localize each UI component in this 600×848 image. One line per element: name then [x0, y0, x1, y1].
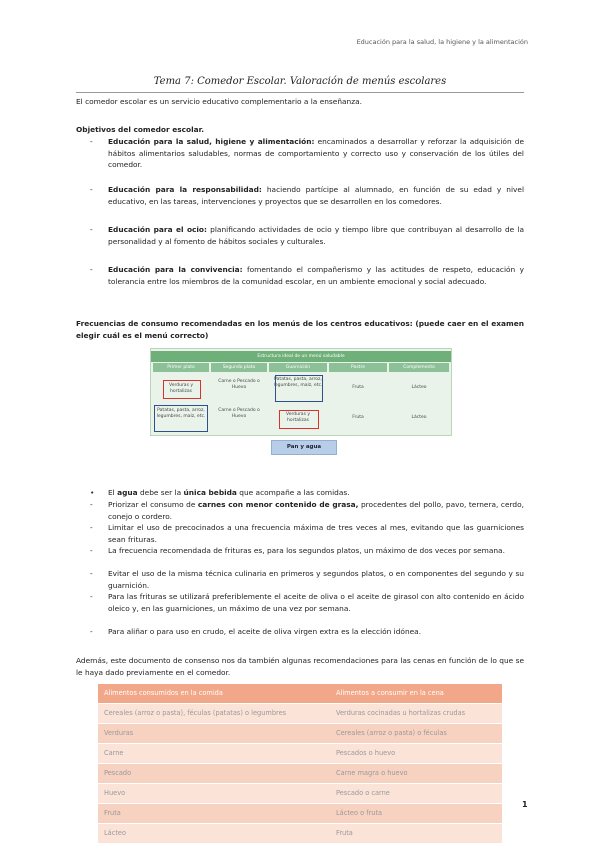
dinner-cell: Pescado: [104, 769, 132, 777]
dinner-cell: Huevo: [104, 789, 126, 797]
menu-structure-table: [150, 348, 452, 436]
blue-highlight-box: [275, 375, 323, 402]
bullet-dash: -: [90, 137, 93, 146]
objective-text: encaminados a desarrollar y reforzar la adquisición de hábitos alimentarios saludables, normas de comportamiento y correcto uso y conservación de los útiles del comedor.: [108, 137, 524, 169]
rule-item: La frecuencia recomendada de frituras es, para los segundos platos, un máximo de dos veces por semana.: [108, 546, 505, 555]
rule-item: Para las frituras se utilizará preferiblemente el aceite de oliva o el aceite de girasol con alto contenido en ácido oleico y, en las guarniciones, un máximo de una vez por semana.: [108, 592, 524, 613]
table-row: [98, 824, 502, 843]
objective-item: [108, 224, 524, 247]
dinner-cell: Lácteo o fruta: [336, 809, 383, 817]
running-header: Educación para la salud, la higiene y la alimentación: [356, 38, 528, 46]
objective-item: [108, 184, 524, 207]
dinner-cell: Lácteo: [104, 829, 127, 837]
menu-column-header: Guarnición: [269, 363, 327, 372]
menu-cell: Verduras y hortalizas: [168, 383, 194, 394]
menu-column-header: Primer plato: [153, 363, 209, 372]
page-title: Tema 7: Comedor Escolar. Valoración de menús escolares: [153, 76, 447, 87]
page-number: 1: [522, 800, 528, 809]
title-divider: [76, 92, 524, 93]
bullet-dash: -: [90, 592, 93, 601]
objectives-heading: Objetivos del comedor escolar.: [76, 125, 205, 134]
menu-cell: Lácteo: [411, 385, 427, 390]
dinner-table-header: [98, 684, 502, 703]
bullet-dash: -: [90, 523, 93, 532]
menu-column-header: Complemento: [389, 363, 449, 372]
dinner-header-cell: Alimentos consumidos en la comida: [104, 689, 223, 697]
dinner-cell: Cereales (arroz o pasta) o féculas: [336, 729, 447, 737]
objective-item: [108, 136, 524, 171]
menu-column-header: Segundo plato: [211, 363, 267, 372]
rule-item: Limitar el uso de precocinados a una frecuencia máxima de tres veces al mes, evitando que las guarniciones sean frituras.: [108, 523, 524, 544]
dinner-cell: Carne: [104, 749, 124, 757]
menu-cell: Lácteo: [411, 415, 427, 420]
frequencies-heading: Frecuencias de consumo recomendadas en los menús de los centros educativos: (puede caer en el examen elegir cuál es el menú correcto): [76, 319, 524, 340]
menu-cell: Carne o Pescado o Huevo: [218, 408, 260, 419]
bullet-dash: -: [90, 185, 93, 194]
rule-bold: carnes con menor contenido de grasa,: [197, 500, 359, 509]
rule-item: [108, 499, 524, 522]
objective-text: haciendo partícipe al alumnado, en función de su edad y nivel educativo, en las tareas, intervenciones y proyectos que se desarrollen en los comedores.: [108, 185, 524, 206]
objective-term: Educación para la salud, higiene y alimentación:: [108, 137, 315, 146]
rule-text: procedentes del pollo, pavo, ternera, cerdo, conejo o cordero.: [108, 500, 524, 521]
objective-text: fomentando el compañerismo y las actitudes de respeto, educación y tolerancia entre los miembros de la comunidad escolar, en un ambiente emocional y social adecuado.: [108, 265, 525, 286]
dinner-cell: Cereales (arroz o pasta), féculas (patatas) o legumbres: [104, 709, 287, 717]
table-row: [98, 784, 502, 803]
menu-cell: Patatas, pasta, arroz, legumbres, maíz, etc.: [273, 377, 323, 388]
bullet-dash: -: [90, 546, 93, 555]
bread-water-label: Pan y agua: [271, 440, 337, 455]
objective-item: [108, 264, 524, 287]
rule-bold: agua: [117, 488, 138, 497]
table-row: [98, 724, 502, 743]
rule-text: que acompañe a las comidas.: [236, 488, 350, 497]
table-row: [98, 804, 502, 823]
dinner-cell: Fruta: [104, 809, 121, 817]
table-row: [98, 704, 502, 723]
objective-term: Educación para la convivencia:: [108, 265, 243, 274]
rule-item: [108, 487, 524, 499]
intro-paragraph: El comedor escolar es un servicio educativo complementario a la enseñanza.: [76, 97, 362, 106]
menu-cell: Carne o Pescado o Huevo: [218, 379, 260, 390]
dinner-cell: Pescados o huevo: [336, 749, 396, 757]
dinner-cell: Verduras cocinadas u hortalizas crudas: [336, 709, 466, 717]
dinner-intro: Además, este documento de consenso nos da también algunas recomendaciones para las cenas en función de lo que se le haya dado previamente en el comedor.: [76, 656, 524, 677]
bullet-dot: •: [90, 488, 95, 497]
bullet-dash: -: [90, 265, 93, 274]
rule-bold: única bebida: [183, 488, 237, 497]
rule-text: El: [108, 488, 118, 497]
rule-item: Evitar el uso de la misma técnica culinaria en primeros y segundos platos, o en componentes del segundo y su guarnición.: [108, 569, 524, 590]
menu-table-caption: Estructura ideal de un menú saludable: [151, 351, 451, 362]
bullet-dash: -: [90, 627, 93, 636]
menu-cell: Verduras y hortalizas: [285, 412, 311, 423]
objective-text: planificando actividades de ocio y tiempo libre que contribuyan al desarrollo de la personalidad y al fomento de hábitos sociales y culturales.: [108, 225, 525, 246]
bullet-dash: -: [90, 225, 93, 234]
table-row: [98, 764, 502, 783]
bullet-dash: -: [90, 569, 93, 578]
objective-term: Educación para la responsabilidad:: [108, 185, 262, 194]
dinner-cell: Pescado o carne: [336, 789, 390, 797]
menu-cell: Fruta: [352, 385, 364, 390]
dinner-cell: Carne magra o huevo: [336, 769, 408, 777]
menu-column-header: Postre: [329, 363, 387, 372]
menu-cell: Patatas, pasta, arroz, legumbres, maíz, etc.: [156, 408, 206, 419]
dinner-cell: Fruta: [336, 829, 353, 837]
rule-text: Priorizar el consumo de: [108, 500, 198, 509]
rule-item: Para aliñar o para uso en crudo, el aceite de oliva virgen extra es la elección idónea.: [108, 627, 422, 636]
dinner-cell: Verduras: [104, 729, 134, 737]
objective-term: Educación para el ocio:: [108, 225, 207, 234]
table-row: [98, 744, 502, 763]
red-highlight-box: [163, 380, 201, 399]
menu-cell: Fruta: [352, 415, 364, 420]
red-highlight-box: [279, 410, 319, 429]
bullet-dash: -: [90, 500, 93, 509]
rule-text: debe ser la: [137, 488, 184, 497]
blue-highlight-box: [154, 405, 208, 432]
dinner-header-cell: Alimentos a consumir en la cena: [336, 689, 444, 697]
